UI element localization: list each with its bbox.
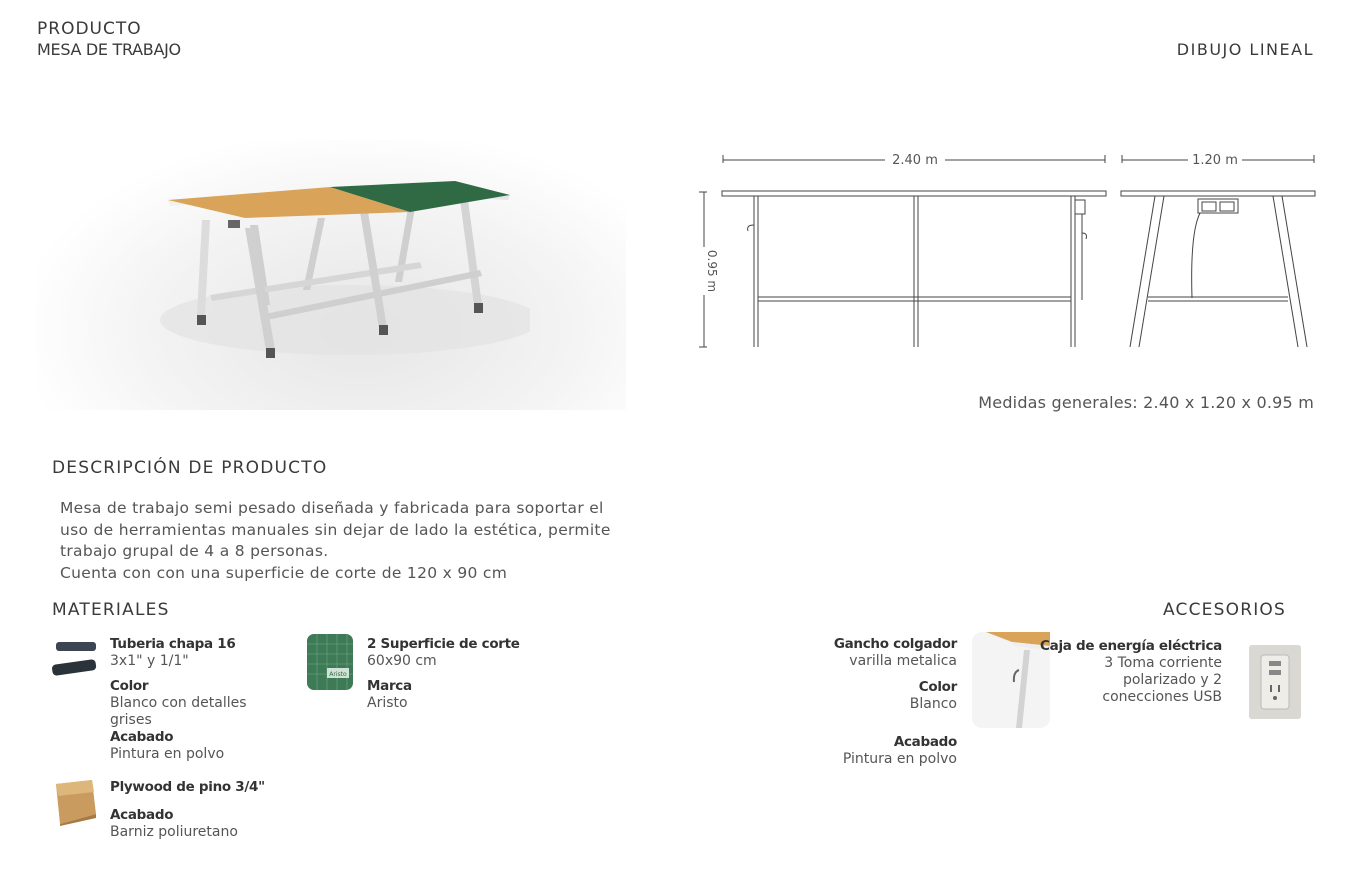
plywood-title: Plywood de pino 3/4" <box>110 779 265 795</box>
cutting-size: 60x90 cm <box>367 653 437 669</box>
plywood-icon <box>52 778 98 826</box>
description-heading: DESCRIPCIÓN DE PRODUCTO <box>52 458 328 478</box>
cutting-brand-label: Marca <box>367 678 412 694</box>
hook-finish-label: Acabado <box>893 734 957 750</box>
materials-heading: MATERIALES <box>52 600 170 620</box>
length-dimension: 2.40 m <box>892 153 938 168</box>
power-accessory <box>1040 638 1222 706</box>
hook-subtitle: varilla metalica <box>849 653 957 669</box>
tube-title: Tuberia chapa 16 <box>110 636 236 652</box>
power-title: Caja de energía eléctrica <box>1040 638 1222 654</box>
overall-dimensions: Medidas generales: 2.40 x 1.20 x 0.95 m <box>978 393 1314 412</box>
plywood-finish-value: Barniz poliuretano <box>110 824 238 840</box>
description-line: Mesa de trabajo semi pesado diseñada y fabricada para soportar el <box>60 499 604 517</box>
width-dimension: 1.20 m <box>1192 153 1238 168</box>
header-title: PRODUCTO <box>37 19 142 39</box>
tube-finish-label: Acabado <box>110 729 174 745</box>
tube-icon <box>52 638 98 680</box>
tube-size: 3x1" y 1/1" <box>110 653 189 669</box>
height-dimension: 0.95 m <box>705 249 719 293</box>
hook-accessory <box>834 636 957 768</box>
tube-color-label: Color <box>110 678 149 694</box>
hook-title: Gancho colgador <box>833 636 957 652</box>
power-line-3: conecciones USB <box>1102 689 1222 705</box>
hook-color-label: Color <box>918 679 957 695</box>
cutting-mat-icon <box>307 634 353 690</box>
description-line: uso de herramientas manuales sin dejar de lado la estética, permite <box>60 520 611 539</box>
product-render <box>150 170 530 370</box>
accessories-heading: ACCESORIOS <box>1163 600 1286 620</box>
power-line-1: 3 Toma corriente <box>1104 655 1222 671</box>
description-line: trabajo grupal de 4 a 8 personas. <box>60 542 329 560</box>
hook-color-value: Blanco <box>909 696 957 712</box>
line-drawing <box>690 145 1320 355</box>
plywood-material <box>110 779 265 841</box>
description-line: Cuenta con con una superficie de corte de 120 x 90 cm <box>60 563 508 582</box>
cutting-title: 2 Superficie de corte <box>367 636 520 652</box>
tube-color-value-1: Blanco con detalles <box>110 695 247 711</box>
plywood-finish-label: Acabado <box>110 807 174 823</box>
tube-color-value-2: grises <box>110 712 152 728</box>
tube-finish-value: Pintura en polvo <box>110 746 225 762</box>
power-outlet-icon <box>1249 645 1301 719</box>
power-line-2: polarizado y 2 <box>1122 672 1222 688</box>
hook-finish-value: Pintura en polvo <box>842 751 957 767</box>
drawing-title: DIBUJO LINEAL <box>1176 40 1314 59</box>
description-text <box>60 498 640 584</box>
mat-logo-text: Aristo <box>329 671 347 678</box>
header-subtitle: MESA DE TRABAJO <box>37 40 181 59</box>
cutting-brand-value: Aristo <box>367 695 408 711</box>
cutting-material <box>367 636 520 712</box>
tube-material <box>110 636 247 763</box>
hook-icon <box>972 632 1050 728</box>
